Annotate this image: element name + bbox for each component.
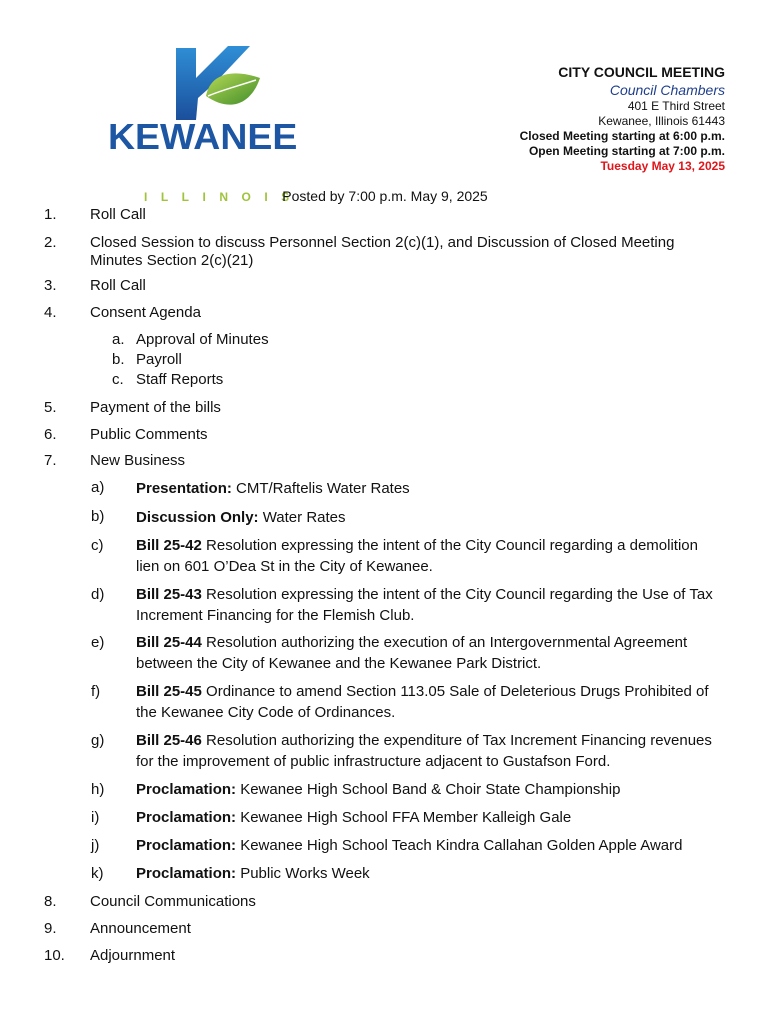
- nb-letter: j): [91, 837, 100, 854]
- nb-letter: h): [91, 781, 105, 798]
- meeting-date: Tuesday May 13, 2025: [600, 159, 725, 173]
- nb-text-line2: the Kewanee City Code of Ordinances.: [136, 704, 396, 721]
- nb-letter: c): [91, 537, 104, 554]
- item-number: 6.: [44, 426, 57, 443]
- nb-text-line2: for the improvement of public infrastructure adjacent to Gustafson Ford.: [136, 753, 611, 770]
- nb-label: Proclamation:: [136, 809, 237, 826]
- closed-meeting-time: Closed Meeting starting at 6:00 p.m.: [519, 129, 725, 143]
- consent-sub-item: [112, 330, 269, 350]
- nb-letter: b): [91, 508, 105, 525]
- nb-text-line1: Kewanee High School FFA Member Kalleigh Gale: [236, 809, 572, 826]
- nb-text-line1: Resolution expressing the intent of the City Council regarding the Use of Tax: [201, 586, 713, 603]
- nb-text-line1: CMT/Raftelis Water Rates: [231, 480, 410, 497]
- nb-text-line1: Kewanee High School Band & Choir State Championship: [236, 781, 621, 798]
- item-number: 5.: [44, 399, 57, 416]
- nb-item-e: [136, 632, 687, 674]
- nb-label: Proclamation:: [136, 865, 237, 882]
- nb-label: Presentation:: [136, 480, 232, 497]
- nb-label: Bill 25-46: [136, 732, 202, 749]
- address-line-2: Kewanee, Illinois 61443: [598, 114, 725, 128]
- logo-wordmark: KEWANEE: [108, 116, 298, 157]
- nb-letter: f): [91, 683, 101, 700]
- item-text: Roll Call: [90, 277, 146, 294]
- nb-label: Bill 25-43: [136, 586, 202, 603]
- sub-letter: a.: [112, 331, 125, 348]
- nb-label: Bill 25-42: [136, 537, 202, 554]
- item-number: 4.: [44, 304, 57, 321]
- item-text-line2: Minutes Section 2(c)(21): [90, 252, 254, 269]
- open-meeting-time: Open Meeting starting at 7:00 p.m.: [528, 144, 725, 158]
- item-number: 9.: [44, 920, 57, 937]
- sub-letter: b.: [112, 351, 125, 368]
- item-number: 8.: [44, 893, 57, 910]
- nb-label: Discussion Only:: [136, 509, 259, 526]
- item-number: 10.: [44, 947, 65, 964]
- nb-letter: d): [91, 586, 105, 603]
- item-text: Council Communications: [90, 893, 256, 910]
- nb-text-line1: Resolution expressing the intent of the City Council regarding a demolition: [201, 537, 698, 554]
- sub-text: Approval of Minutes: [136, 331, 269, 348]
- nb-item-k: [136, 863, 370, 884]
- nb-text-line1: Resolution authorizing the expenditure of Tax Increment Financing revenues: [201, 732, 712, 749]
- kewanee-k-leaf-icon: [176, 44, 262, 120]
- sub-text: Payroll: [136, 351, 182, 368]
- nb-item-d: [136, 584, 713, 626]
- nb-item-a: [136, 478, 410, 499]
- meeting-header: [385, 64, 725, 174]
- address-line-1: 401 E Third Street: [627, 99, 725, 113]
- nb-label: Proclamation:: [136, 781, 237, 798]
- nb-text-line2: Increment Financing for the Flemish Club.: [136, 607, 415, 624]
- item-number: 2.: [44, 234, 57, 251]
- item-text: New Business: [90, 452, 186, 469]
- nb-item-h: [136, 779, 620, 800]
- nb-letter: k): [91, 865, 104, 882]
- item-text: Consent Agenda: [90, 304, 201, 321]
- nb-label: Bill 25-45: [136, 683, 202, 700]
- item-text-line1: Closed Session to discuss Personnel Section 2(c)(1), and Discussion of Closed Meeting: [90, 234, 675, 251]
- item-text: Public Comments: [90, 426, 208, 443]
- nb-item-j: [136, 835, 682, 856]
- meeting-venue: Council Chambers: [609, 82, 725, 98]
- nb-text-line1: Kewanee High School Teach Kindra Callahan Golden Apple Award: [236, 837, 683, 854]
- nb-text-line2: between the City of Kewanee and the Kewanee Park District.: [136, 655, 542, 672]
- logo-state: ILLINOIS: [144, 190, 303, 204]
- nb-text-line1: Resolution authorizing the execution of an Intergovernmental Agreement: [201, 634, 688, 651]
- kewanee-logo: [108, 44, 318, 204]
- nb-letter: e): [91, 634, 105, 651]
- item-number: 7.: [44, 452, 57, 469]
- item-text: Announcement: [90, 920, 191, 937]
- nb-item-b: [136, 507, 346, 528]
- sub-letter: c.: [112, 371, 124, 388]
- nb-label: Bill 25-44: [136, 634, 202, 651]
- consent-sub-item: [112, 370, 223, 390]
- nb-letter: a): [91, 479, 105, 496]
- nb-item-f: [136, 681, 709, 723]
- item-text: Roll Call: [90, 206, 146, 223]
- item-text: Payment of the bills: [90, 399, 221, 416]
- meeting-title: CITY COUNCIL MEETING: [558, 64, 725, 80]
- sub-text: Staff Reports: [136, 371, 224, 388]
- nb-item-i: [136, 807, 571, 828]
- item-text: Adjournment: [90, 947, 176, 964]
- nb-label: Proclamation:: [136, 837, 237, 854]
- nb-text-line1: Ordinance to amend Section 113.05 Sale of Deleterious Drugs Prohibited of: [201, 683, 709, 700]
- item-number: 3.: [44, 277, 57, 294]
- consent-sub-item: [112, 350, 182, 370]
- nb-item-c: [136, 535, 698, 577]
- item-number: 1.: [44, 206, 57, 223]
- posted-notice: Posted by 7:00 p.m. May 9, 2025: [282, 188, 488, 204]
- nb-text-line1: Water Rates: [258, 509, 346, 526]
- nb-letter: i): [91, 809, 100, 826]
- nb-letter: g): [91, 732, 105, 749]
- nb-item-g: [136, 730, 712, 772]
- nb-text-line1: Public Works Week: [236, 865, 370, 882]
- nb-text-line2: lien on 601 O’Dea St in the City of Kewanee.: [136, 558, 433, 575]
